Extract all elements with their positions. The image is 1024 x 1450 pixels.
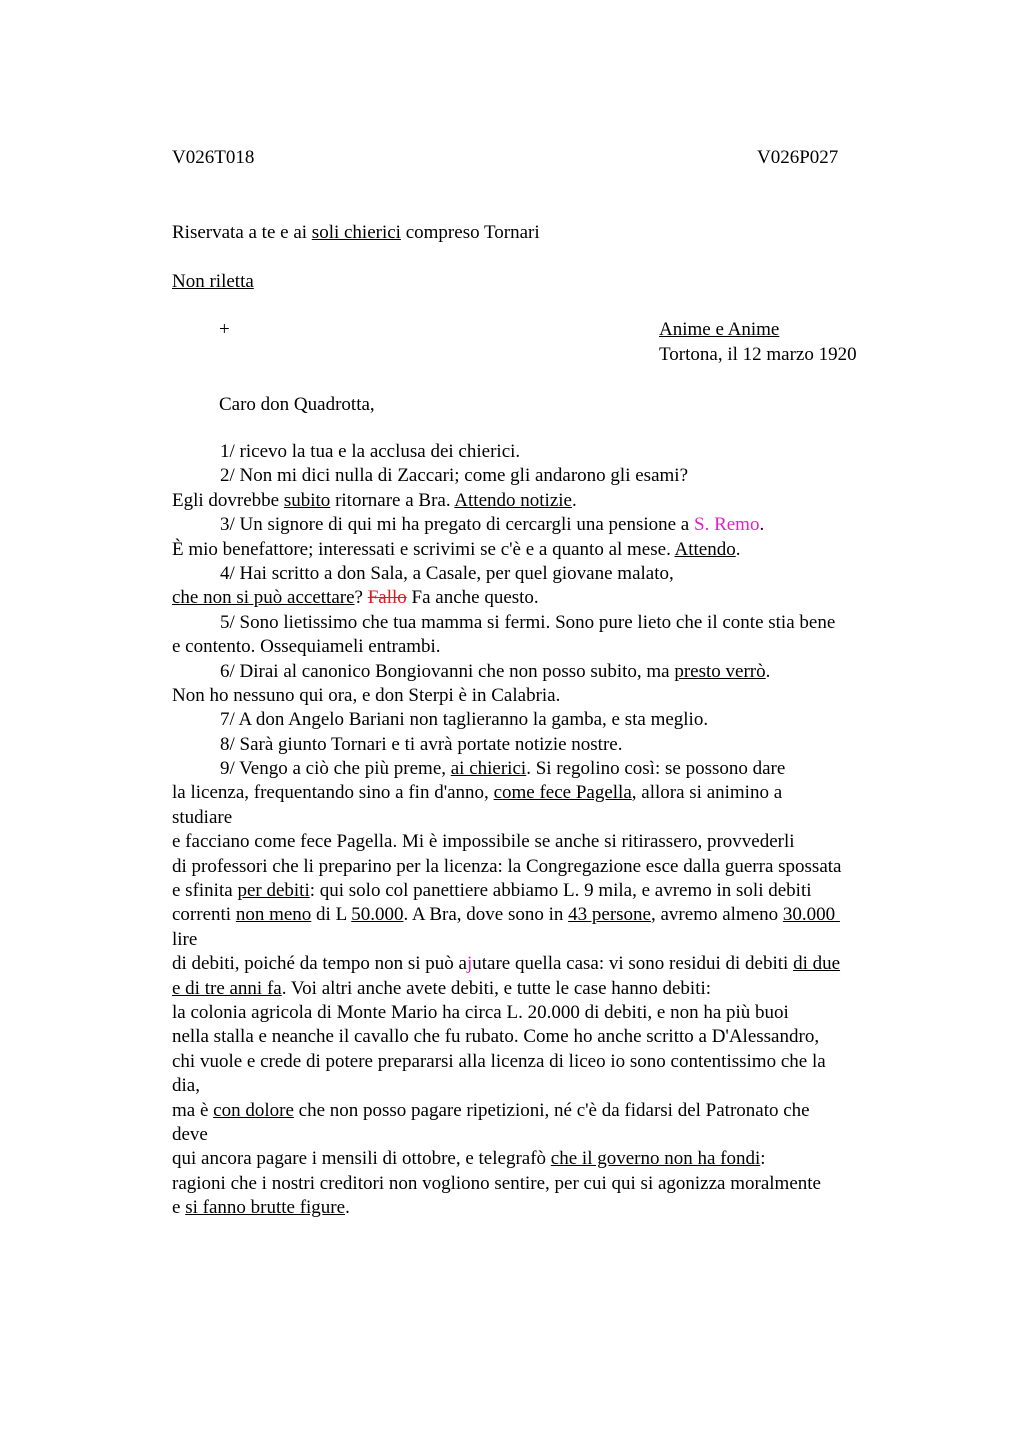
paragraph-9-line-1: 9/ Vengo a ciò che più preme, ai chierici. Si regolino così: se possono dare bbox=[220, 758, 786, 780]
struck-word: Fallo bbox=[367, 587, 407, 609]
paragraph-9-line-12: nella stalla e neanche il cavallo che fu rubato. Come ho anche scritto a D'Alessandro, bbox=[172, 1026, 820, 1048]
paragraph-5-line-2: e contento. Ossequiameli entrambi. bbox=[172, 636, 441, 658]
paragraph-4-line-1: 4/ Hai scritto a don Sala, a Casale, per quel giovane malato, bbox=[220, 562, 674, 584]
document-code-right: V026P027 bbox=[757, 147, 839, 168]
paragraph-7: 7/ A don Angelo Bariani non taglieranno la gamba, e sta meglio. bbox=[220, 709, 709, 731]
highlighted-place: S. Remo bbox=[694, 514, 760, 536]
paragraph-1: 1/ ricevo la tua e la acclusa dei chierici. bbox=[220, 441, 521, 462]
paragraph-9-line-5: di professori che li preparino per la licenza: la Congregazione esce dalla guerra spossata bbox=[172, 855, 842, 877]
paragraph-8: 8/ Sarà giunto Tornari e ti avrà portate notizie nostre. bbox=[220, 733, 623, 755]
letter-body bbox=[172, 440, 912, 1221]
highlighted-letter: j bbox=[466, 953, 473, 975]
paragraph-9-line-8: lire bbox=[172, 928, 198, 950]
salutation: Caro don Quadrotta, bbox=[219, 394, 375, 415]
paragraph-9-line-11: la colonia agricola di Monte Mario ha circa L. 20.000 di debiti, e non ha più buoi bbox=[172, 1001, 789, 1023]
paragraph-9-line-9: di debiti, poiché da tempo non si può ajutare quella casa: vi sono residui di debiti di due bbox=[172, 953, 841, 975]
paragraph-9-line-7: correnti non meno di L 50.000. A Bra, dove sono in 43 persone, avremo almeno 30.000 bbox=[172, 904, 840, 926]
paragraph-3-line-1: 3/ Un signore di qui mi ha pregato di cercargli una pensione a S. Remo. bbox=[220, 514, 765, 536]
paragraph-9-line-19: e si fanno brutte figure. bbox=[172, 1197, 350, 1219]
paragraph-2-line-2: Egli dovrebbe subito ritornare a Bra. Attendo notizie. bbox=[172, 489, 577, 511]
not-reread-note: Non riletta bbox=[172, 271, 254, 292]
paragraph-9-line-18: ragioni che i nostri creditori non vogliono sentire, per cui qui si agonizza moralmente bbox=[172, 1172, 821, 1194]
reserved-note-post: compreso Tornari bbox=[400, 222, 540, 243]
paragraph-9-line-6: e sfinita per debiti: qui solo col panettiere abbiamo L. 9 mila, e avremo in soli debiti bbox=[172, 880, 812, 902]
paragraph-9-line-13: chi vuole e crede di potere prepararsi alla licenza di liceo io sono contentissimo che la bbox=[172, 1050, 826, 1072]
reserved-note-pre: Riservata a te e ai bbox=[172, 222, 312, 243]
reserved-note-underlined: soli chierici bbox=[311, 222, 401, 243]
document-code-left: V026T018 bbox=[172, 147, 255, 168]
paragraph-6-line-2: Non ho nessuno qui ora, e don Sterpi è in Calabria. bbox=[172, 684, 561, 706]
cross-symbol: + bbox=[219, 319, 230, 340]
motto: Anime e Anime bbox=[659, 319, 780, 340]
paragraph-4-line-2: che non si può accettare? Fallo Fa anche questo. bbox=[172, 587, 539, 609]
paragraph-5-line-1: 5/ Sono lietissimo che tua mamma si fermi. Sono pure lieto che il conte stia bene bbox=[220, 611, 836, 633]
reserved-note bbox=[172, 221, 540, 245]
paragraph-2-line-1: 2/ Non mi dici nulla di Zaccari; come gli andarono gli esami? bbox=[220, 465, 688, 487]
paragraph-9-line-15: ma è con dolore che non posso pagare ripetizioni, né c'è da fidarsi del Patronato che bbox=[172, 1099, 810, 1121]
paragraph-9-line-2: la licenza, frequentando sino a fin d'anno, come fece Pagella, allora si animino a bbox=[172, 782, 783, 804]
paragraph-6-line-1: 6/ Dirai al canonico Bongiovanni che non posso subito, ma presto verrò. bbox=[220, 660, 771, 682]
paragraph-3-line-2: È mio benefattore; interessati e scrivimi se c'è e a quanto al mese. Attendo. bbox=[172, 538, 741, 560]
place-date: Tortona, il 12 marzo 1920 bbox=[659, 344, 857, 365]
paragraph-9-line-16: deve bbox=[172, 1123, 208, 1145]
paragraph-9-line-10: e di tre anni fa. Voi altri anche avete debiti, e tutte le case hanno debiti: bbox=[172, 977, 712, 999]
paragraph-9-line-17: qui ancora pagare i mensili di ottobre, e telegrafò che il governo non ha fondi: bbox=[172, 1148, 766, 1170]
paragraph-9-line-3: studiare bbox=[172, 806, 233, 828]
paragraph-9-line-14: dia, bbox=[172, 1075, 200, 1097]
paragraph-9-line-4: e facciano come fece Pagella. Mi è impossibile se anche si ritirassero, provvederli bbox=[172, 831, 795, 853]
